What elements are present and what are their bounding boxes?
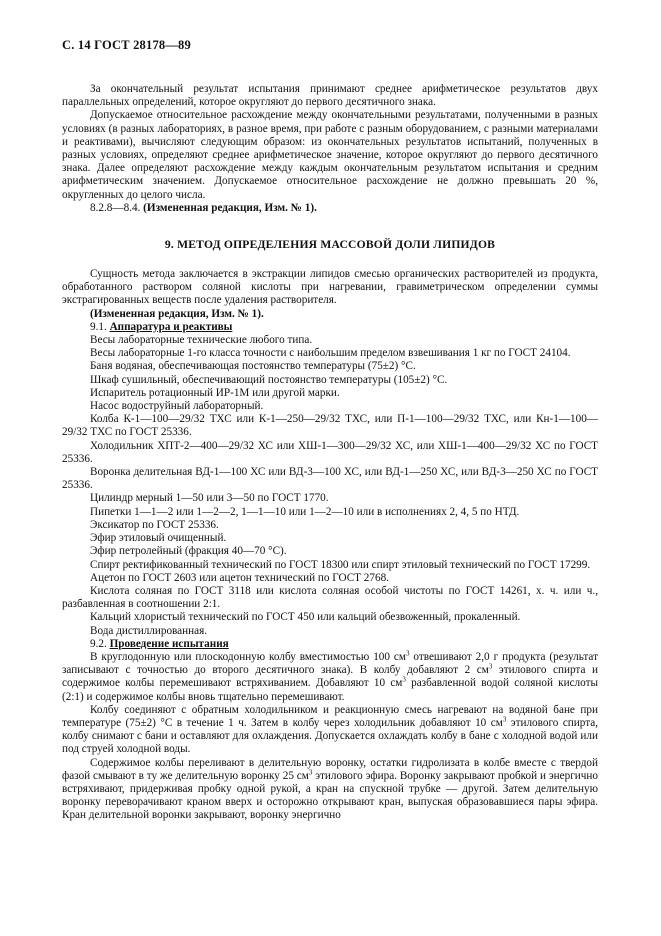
superscript: 3	[402, 675, 406, 684]
equipment-item: Воронка делительная ВД-1—100 ХС или ВД-3—100 ХС, или ВД-1—250 ХС, или ВД-3—250 ХС по ГОСТ 25336.	[62, 466, 598, 492]
equipment-item: Колба К-1—100—29/32 ТХС или К-1—250—29/32 ТХС, или П-1—100—29/32 ТХС, или Кн-1—100—29/32 ТХС по ГОСТ 25336.	[62, 413, 598, 439]
superscript: 3	[405, 649, 410, 658]
superscript: 3	[488, 662, 493, 671]
text-run: этилового спирта и содержимое колбы перемешивают встряхиванием. Добавляют 10 см	[62, 664, 598, 690]
clause-number: 8.2.8—8.4.	[90, 201, 141, 214]
text-run: разбавленной водой соляной кислоты (2:1) и содержимое колбы вновь тщательно перемешивают.	[62, 677, 598, 703]
section-title: 9. МЕТОД ОПРЕДЕЛЕНИЯ МАССОВОЙ ДОЛИ ЛИПИДОВ	[164, 238, 496, 252]
document-page	[62, 38, 598, 823]
text-run: В круглодонную или плоскодонную колбу вместимостью 100 см	[90, 650, 406, 663]
subsection-heading-9-1	[62, 321, 598, 334]
equipment-list	[62, 334, 598, 638]
text-run: отвешивают 2,0 г продукта (результат записывают с точностью до второго десятичного знака). В колбу добавляют 2 см	[62, 650, 598, 677]
paragraph-procedure-2	[62, 704, 598, 757]
subsection-title: Проведение испытания	[109, 637, 229, 650]
equipment-item: Шкаф сушильный, обеспечивающий постоянство температуры (105±2) °С.	[90, 373, 448, 386]
equipment-item: Вода дистиллированная.	[90, 624, 208, 637]
equipment-item: Ацетон по ГОСТ 2603 или ацетон технический по ГОСТ 2768.	[90, 571, 389, 584]
equipment-item: Баня водяная, обеспечивающая постоянство температуры (75±2) °С.	[90, 360, 416, 373]
subsection-heading-9-2	[62, 638, 598, 651]
text-run: этилового спирта, колбу снимают с бани и оставляют для охлаждения. Допускается охлаждать колбу в бане с холодной водой или под струей холодной воды.	[62, 716, 599, 756]
equipment-item: Насос водоструйный лабораторный.	[90, 400, 264, 413]
equipment-item: Спирт ректификованный технический по ГОСТ 18300 или спирт этиловый технический по ГОСТ 17299.	[90, 558, 591, 571]
equipment-item: Испаритель ротационный ИР-1М или другой марки.	[90, 386, 340, 399]
paragraph-final-result: За окончательный результат испытания принимают среднее арифметическое результатов двух параллельных определений, которое округляют до первого десятичного знака.	[62, 83, 598, 109]
equipment-item: Весы лабораторные технические любого типа.	[90, 334, 313, 347]
equipment-item: Эксикатор по ГОСТ 25336.	[90, 518, 219, 531]
text-run: Колбу соединяют с обратным холодильником и реакционную смесь нагревают на водяной бане при температуре (75±2) °С в течение 1 ч. Затем в колбу через холодильник добавляют 10 см	[62, 703, 598, 729]
paragraph-procedure-3	[62, 757, 598, 823]
paragraph-procedure-1	[62, 651, 598, 704]
equipment-item: Весы лабораторные 1-го класса точности с наибольшим пределом взвешивания 1 кг по ГОСТ 24104.	[90, 347, 571, 360]
equipment-item: Холодильник ХПТ-2—400—29/32 ХС или ХШ-1—300—29/32 ХС, или ХШ-1—400—29/32 ХС по ГОСТ 25336.	[62, 439, 598, 465]
equipment-item: Пипетки 1—1—2 или 1—2—2, 1—1—10 или 1—2—10 или в исполнениях 2, 4, 5 по НТД.	[90, 505, 520, 518]
text-run: этилового эфира. Воронку закрывают пробкой и энергично встряхивают, придерживая пробку одной рукой, а кран на спускной трубке — другой. Затем делительную воронку переворачивают краном вверх и осторожно открывают кран, выпуская образовавшиеся пары эфира. Кран делительной воронки закрывают, воронку энергично	[62, 769, 598, 822]
equipment-item: Эфир этиловый очищенный.	[90, 532, 227, 545]
equipment-item: Цилиндр мерный 1—50 или 3—50 по ГОСТ 1770.	[90, 492, 329, 505]
text-run: Содержимое колбы переливают в делительную воронку, остатки гидролизата в колбе вместе с твердой фазой смывают в ту же делительную воронку 25 см	[62, 756, 598, 782]
superscript: 3	[502, 715, 507, 724]
clause-number: 9.1.	[90, 320, 107, 333]
amendment-note: (Измененная редакция, Изм. № 1).	[90, 307, 264, 320]
paragraph-amendment	[62, 202, 598, 215]
equipment-item: Кислота соляная по ГОСТ 3118 или кислота соляная особой чистоты по ГОСТ 14261, х. ч. или ч., разбавленная в соотношении 2:1.	[62, 584, 598, 611]
equipment-item: Кальций хлористый технический по ГОСТ 450 или кальций обезвоженный, прокаленный.	[90, 611, 521, 624]
clause-number: 9.2.	[90, 637, 107, 650]
superscript: 3	[308, 768, 313, 777]
amendment-note: (Измененная редакция, Изм. № 1).	[143, 201, 317, 214]
equipment-item: Эфир петролейный (фракция 40—70 °С).	[90, 545, 287, 558]
page-header: С. 14 ГОСТ 28178—89	[62, 38, 191, 52]
paragraph-method-essence: Сущность метода заключается в экстракции липидов смесью органических растворителей из продукта, обработанного раствором соляной кислоты при нагревании, гравиметрическом определении суммы экстрагированных веществ после удаления растворителя.	[62, 268, 598, 307]
paragraph-tolerance: Допускаемое относительное расхождение между окончательными результатами, полученными в разных условиях (в разных лабораториях, в разное время, при работе с разным оборудованием, с разными материалами и реактивами), вычисляют следующим образом: из окончательных результатов испытаний, полученных в разных условиях, определяют среднее арифметическое значение, которое округляют до первого десятичного знака. Далее определяют расхождение между каждым окончательным результатом испытания и средним арифметическим значением. Допускаемое относительное расхождение не должно превышать 20 %, округленных до целого числа.	[62, 109, 598, 201]
subsection-title: Аппаратура и реактивы	[109, 320, 233, 333]
